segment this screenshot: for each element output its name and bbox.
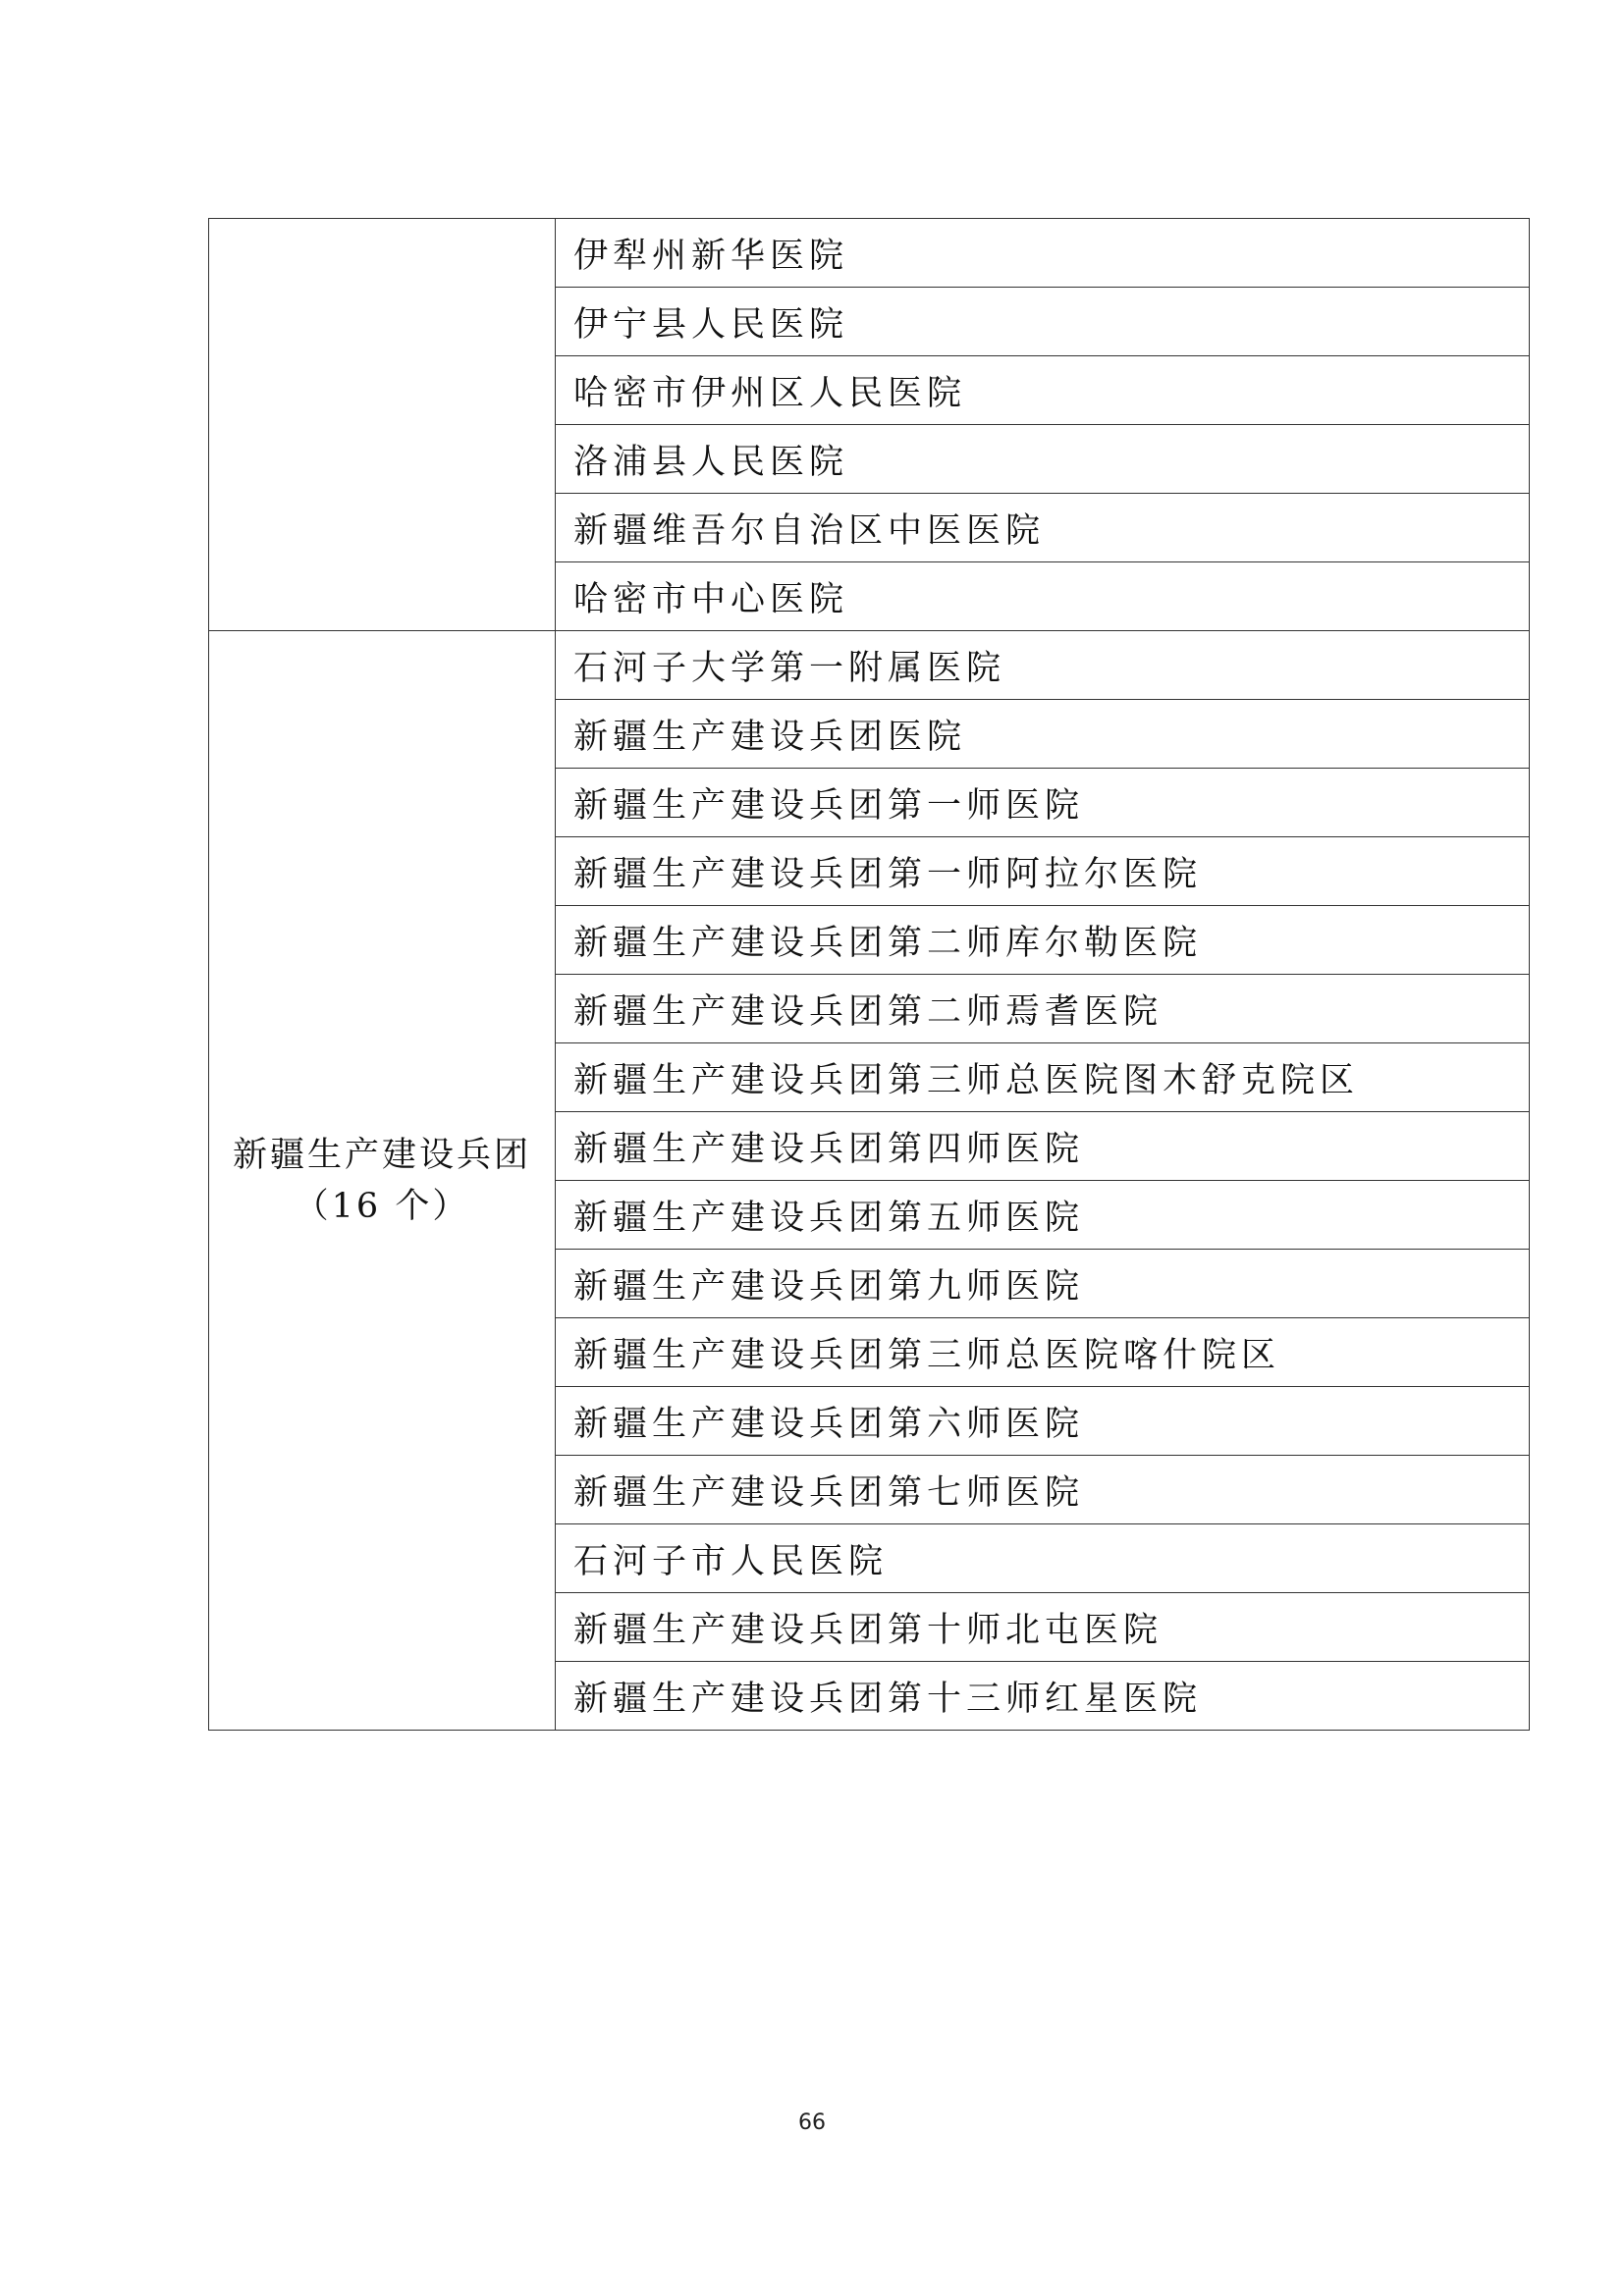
hospital-name: 石河子市人民医院 <box>556 1524 1530 1593</box>
hospital-name: 新疆生产建设兵团第一师医院 <box>556 769 1530 837</box>
region-cell <box>209 219 556 631</box>
region-cell <box>209 631 556 1731</box>
hospital-name: 石河子大学第一附属医院 <box>556 631 1530 700</box>
hospital-name: 伊宁县人民医院 <box>556 288 1530 356</box>
hospital-table <box>208 218 1530 1731</box>
page-number: 66 <box>798 2110 826 2135</box>
hospital-name: 新疆生产建设兵团第十三师红星医院 <box>556 1662 1530 1731</box>
hospital-name: 伊犁州新华医院 <box>556 219 1530 288</box>
hospital-name: 新疆维吾尔自治区中医医院 <box>556 494 1530 562</box>
hospital-name: 哈密市中心医院 <box>556 562 1530 631</box>
hospital-name: 新疆生产建设兵团第一师阿拉尔医院 <box>556 837 1530 906</box>
hospital-name: 新疆生产建设兵团医院 <box>556 700 1530 769</box>
hospital-name: 新疆生产建设兵团第二师焉耆医院 <box>556 975 1530 1043</box>
hospital-name: 哈密市伊州区人民医院 <box>556 356 1530 425</box>
hospital-name: 新疆生产建设兵团第七师医院 <box>556 1456 1530 1524</box>
hospital-name: 新疆生产建设兵团第九师医院 <box>556 1250 1530 1318</box>
region-name: 新疆生产建设兵团 <box>232 1135 531 1175</box>
hospital-name: 新疆生产建设兵团第三师总医院喀什院区 <box>556 1318 1530 1387</box>
hospital-name: 洛浦县人民医院 <box>556 425 1530 494</box>
table-body <box>209 219 1530 1731</box>
hospital-name: 新疆生产建设兵团第六师医院 <box>556 1387 1530 1456</box>
hospital-name: 新疆生产建设兵团第三师总医院图木舒克院区 <box>556 1043 1530 1112</box>
hospital-name: 新疆生产建设兵团第十师北屯医院 <box>556 1593 1530 1662</box>
hospital-name: 新疆生产建设兵团第二师库尔勒医院 <box>556 906 1530 975</box>
table-row <box>209 631 1530 700</box>
table-row <box>209 219 1530 288</box>
hospital-name: 新疆生产建设兵团第四师医院 <box>556 1112 1530 1181</box>
region-count: （16 个） <box>294 1186 470 1226</box>
hospital-name: 新疆生产建设兵团第五师医院 <box>556 1181 1530 1250</box>
